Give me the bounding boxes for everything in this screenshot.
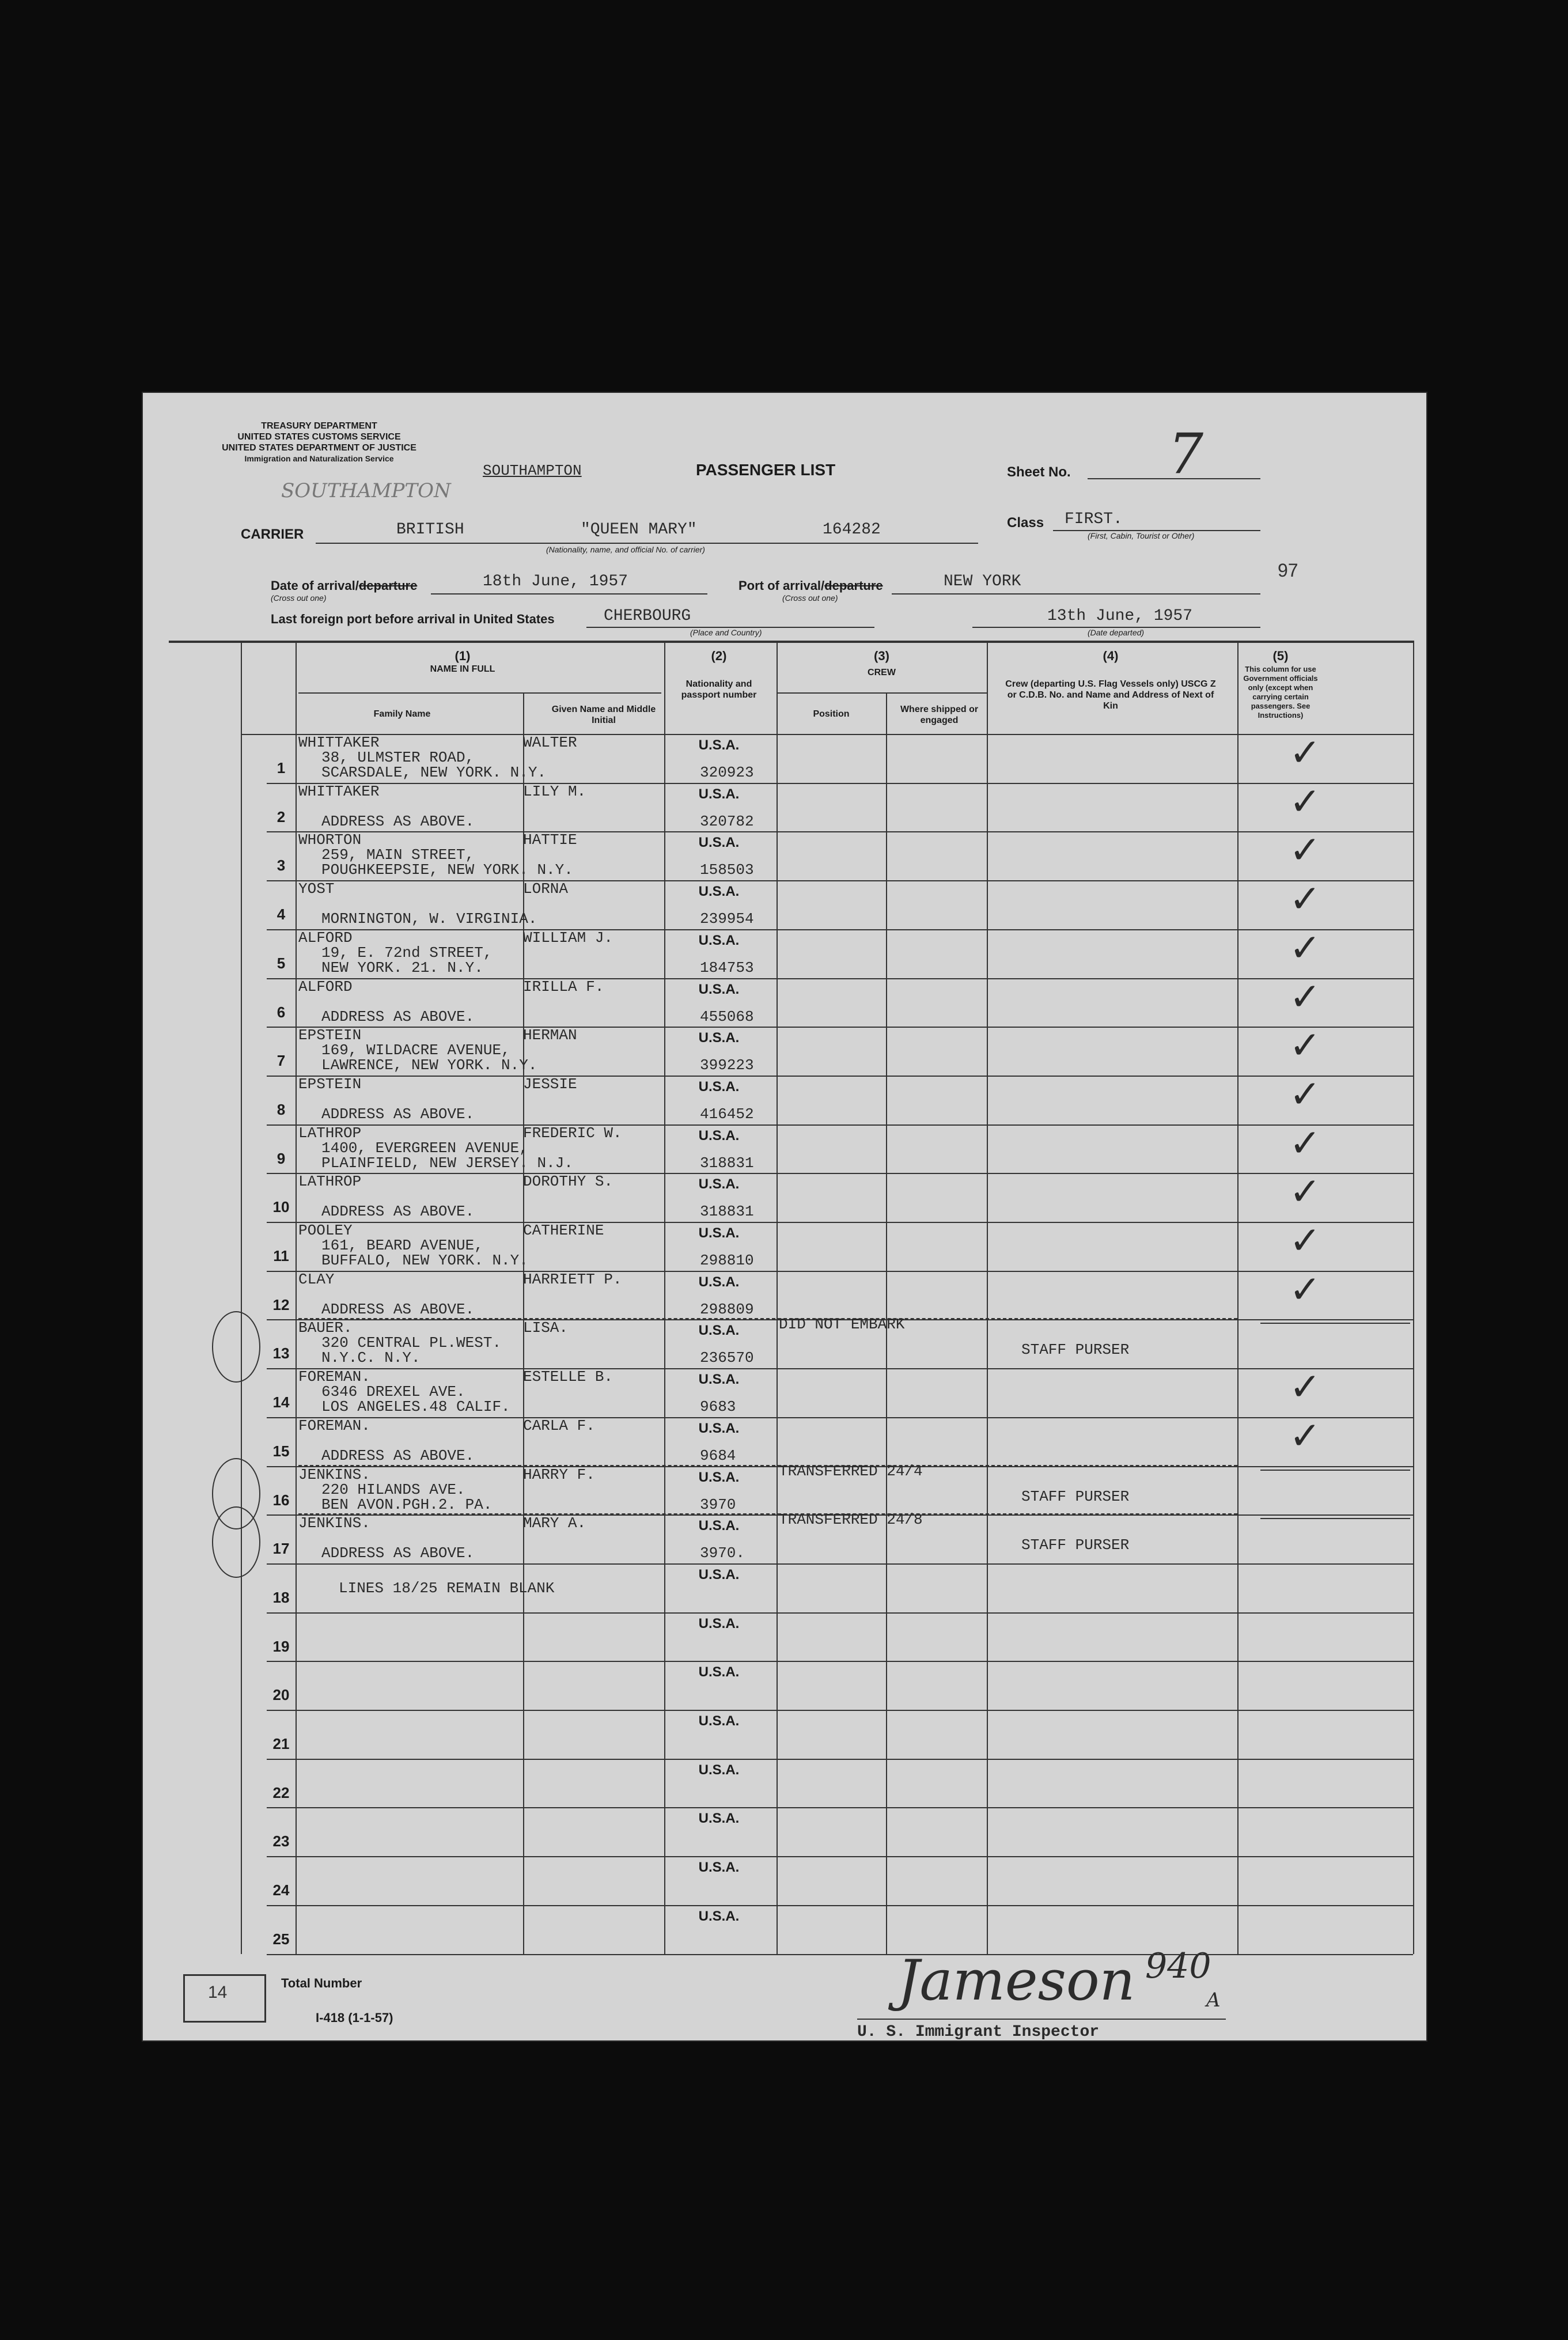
check-mark: ✓: [1289, 1267, 1321, 1312]
row-divider: [267, 831, 1413, 832]
given-name: HARRIETT P.: [523, 1270, 622, 1288]
family-name: LATHROP: [298, 1124, 362, 1142]
address-line-1: 6346 DREXEL AVE.: [321, 1383, 465, 1401]
row-divider: [267, 783, 1413, 784]
col3-number: (3): [874, 649, 889, 663]
form-number: I-418 (1-1-57): [316, 2010, 393, 2025]
port-line: [892, 593, 1260, 595]
given-name: IRILLA F.: [523, 978, 604, 995]
col1-given-header: Given Name and Middle Initial: [551, 705, 656, 725]
given-name: LISA.: [523, 1319, 569, 1337]
nationality: U.S.A.: [698, 786, 740, 802]
row-divider: [267, 1222, 1413, 1223]
row-divider: [267, 1612, 1413, 1614]
family-name: WHITTAKER: [298, 782, 380, 800]
col2-title: Nationality and passport number: [681, 679, 757, 700]
check-mark: ✓: [1289, 1120, 1321, 1165]
given-name: LILY M.: [523, 782, 586, 800]
nationality: U.S.A.: [698, 884, 740, 900]
signature-mark: 940: [1145, 1946, 1211, 1986]
next-of-kin: STAFF PURSER: [1021, 1341, 1130, 1359]
address-line-1: 1400, EVERGREEN AVENUE,: [321, 1139, 528, 1157]
nationality: U.S.A.: [698, 1615, 740, 1631]
row-number: 12: [272, 1296, 290, 1313]
handwritten-number: 97: [1278, 560, 1298, 581]
given-name: HERMAN: [523, 1027, 577, 1044]
inspector-label: U. S. Immigrant Inspector: [857, 2023, 1100, 2041]
passport-number: 298810: [700, 1252, 754, 1269]
table-column-divider: [241, 641, 242, 1954]
passport-number: 158503: [700, 861, 754, 879]
passport-number: 320782: [700, 812, 754, 830]
crew-position-note: TRANSFERRED 24/8: [779, 1511, 923, 1529]
check-mark: ✓: [1289, 779, 1321, 824]
col4-title: Crew (departing U.S. Flag Vessels only) USCG Z or C.D.B. No. and Name and Address of Next of Kin: [1005, 679, 1216, 711]
col3-position-header: Position: [813, 709, 850, 719]
table-column-divider: [987, 641, 988, 1954]
header-subdivider: [777, 692, 987, 694]
port-label-a: Port of arrival/: [738, 578, 825, 593]
agency-line-3: UNITED STATES DEPARTMENT OF JUSTICE: [222, 443, 416, 453]
passport-number: 3970.: [700, 1544, 745, 1562]
address-line-2: BEN AVON.PGH.2. PA.: [321, 1495, 493, 1513]
row-number: 5: [277, 954, 286, 972]
date-departed-caption: (Date departed): [1088, 628, 1145, 637]
header-subdivider: [298, 692, 661, 694]
col1-title: NAME IN FULL: [430, 664, 495, 674]
nationality: U.S.A.: [698, 1713, 740, 1729]
port-caption: (Cross out one): [782, 593, 838, 603]
passport-number: 298809: [700, 1300, 754, 1318]
nationality: U.S.A.: [698, 981, 740, 997]
family-name: LATHROP: [298, 1173, 362, 1191]
port-handwritten: SOUTHAMPTON: [281, 479, 451, 502]
row-number: 1: [277, 759, 286, 777]
address-line-2: ADDRESS AS ABOVE.: [321, 1008, 475, 1025]
passport-number: 399223: [700, 1057, 754, 1074]
given-name: CARLA F.: [523, 1417, 595, 1434]
table-column-divider: [777, 641, 778, 1954]
row-divider: [267, 1124, 1413, 1126]
row-divider: [267, 1807, 1413, 1808]
check-mark: ✓: [1289, 828, 1321, 873]
family-name: FOREMAN.: [298, 1417, 370, 1434]
row-number: 8: [277, 1100, 286, 1118]
family-name: JENKINS.: [298, 1466, 370, 1483]
check-mark: ✓: [1289, 1071, 1321, 1116]
row-divider: [267, 1417, 1413, 1418]
row-circle-mark: [212, 1311, 260, 1383]
port-label-b: departure: [824, 578, 883, 593]
table-top-border: [169, 641, 1413, 643]
passport-number: 236570: [700, 1349, 754, 1367]
nationality: U.S.A.: [698, 1469, 740, 1485]
row-number: 21: [272, 1735, 290, 1752]
total-number-box: [183, 1974, 266, 2023]
sheet-no-value: 7: [1168, 422, 1204, 486]
col1-number: (1): [455, 649, 471, 663]
row-divider: [267, 1954, 1413, 1955]
strike-through-line: [298, 1513, 1237, 1514]
row-divider: [267, 1027, 1413, 1028]
row-number: 15: [272, 1442, 290, 1460]
address-line-2: N.Y.C. N.Y.: [321, 1349, 421, 1367]
crew-position-note: DID NOT EMBARK: [779, 1316, 905, 1334]
row-circle-mark: [212, 1506, 260, 1578]
row-number: 17: [272, 1540, 290, 1558]
row-number: 20: [272, 1686, 290, 1704]
strike-through-line: [298, 1465, 1237, 1466]
agency-line-1: TREASURY DEPARTMENT: [261, 421, 377, 431]
void-mark-line: [1260, 1470, 1410, 1471]
row-number: 2: [277, 808, 286, 826]
nationality: U.S.A.: [698, 1078, 740, 1095]
col2-number: (2): [711, 649, 727, 663]
carrier-name: "QUEEN MARY": [581, 521, 697, 539]
row-number: 24: [272, 1881, 290, 1899]
given-name: JESSIE: [523, 1075, 577, 1093]
given-name: MARY A.: [523, 1514, 586, 1532]
passport-number: 239954: [700, 910, 754, 928]
check-mark: ✓: [1289, 877, 1321, 922]
family-name: EPSTEIN: [298, 1027, 362, 1044]
date-value: 18th June, 1957: [483, 573, 628, 590]
row-number: 6: [277, 1003, 286, 1021]
passport-number: 318831: [700, 1154, 754, 1172]
check-mark: ✓: [1289, 1218, 1321, 1263]
family-name: CLAY: [298, 1270, 335, 1288]
passport-number: 9684: [700, 1447, 736, 1464]
row-number: 16: [272, 1491, 290, 1509]
date-line: [431, 593, 707, 595]
row-number: 19: [272, 1637, 290, 1655]
passport-number: 3970: [700, 1495, 736, 1513]
address-line-2: ADDRESS AS ABOVE.: [321, 1203, 475, 1221]
passport-number: 455068: [700, 1008, 754, 1025]
col1-family-header: Family Name: [373, 709, 431, 719]
nationality: U.S.A.: [698, 932, 740, 948]
row-divider: [267, 929, 1413, 930]
check-mark: ✓: [1289, 925, 1321, 970]
address-line-2: ADDRESS AS ABOVE.: [321, 1447, 475, 1464]
port-value: NEW YORK: [944, 573, 1021, 590]
signature-line: [857, 2019, 1226, 2020]
row-number: 4: [277, 906, 286, 923]
carrier-label: CARRIER: [241, 527, 304, 542]
nationality: U.S.A.: [698, 1518, 740, 1534]
family-name: JENKINS.: [298, 1514, 370, 1532]
nationality: U.S.A.: [698, 1762, 740, 1778]
family-name: LINES 18/25 REMAIN BLANK: [339, 1579, 555, 1597]
last-port-caption: (Place and Country): [690, 628, 762, 637]
address-line-1: 38, ULMSTER ROAD,: [321, 749, 475, 766]
nationality: U.S.A.: [698, 1664, 740, 1680]
address-line-2: LOS ANGELES.48 CALIF.: [321, 1398, 510, 1416]
row-divider: [267, 880, 1413, 881]
row-divider: [267, 1368, 1413, 1369]
passenger-list-sheet: [143, 393, 1426, 2040]
given-name: WALTER: [523, 734, 577, 751]
given-name: WILLIAM J.: [523, 929, 613, 946]
nationality: U.S.A.: [698, 1176, 740, 1192]
passport-number: 184753: [700, 959, 754, 976]
table-column-divider: [296, 641, 297, 1954]
address-line-2: PLAINFIELD, NEW JERSEY. N.J.: [321, 1154, 573, 1172]
crew-position-note: TRANSFERRED 24/4: [779, 1462, 923, 1480]
nationality: U.S.A.: [698, 1420, 740, 1436]
check-mark: ✓: [1289, 974, 1321, 1019]
carrier-nationality: BRITISH: [396, 521, 464, 539]
sheet-no-label: Sheet No.: [1007, 464, 1071, 480]
row-divider: [267, 1759, 1413, 1760]
row-divider: [267, 1710, 1413, 1711]
address-line-2: BUFFALO, NEW YORK. N.Y.: [321, 1252, 528, 1269]
row-number: 11: [273, 1247, 289, 1264]
total-number-value: 14: [208, 1983, 228, 2002]
nationality: U.S.A.: [698, 1566, 740, 1582]
given-name: ESTELLE B.: [523, 1368, 613, 1386]
family-name: EPSTEIN: [298, 1075, 362, 1093]
agency-block: [175, 421, 463, 464]
address-line-1: 259, MAIN STREET,: [321, 846, 475, 864]
given-name: DOROTHY S.: [523, 1173, 613, 1191]
total-number-label: Total Number: [281, 1976, 362, 1990]
col3-where-header: Where shipped or engaged: [900, 705, 979, 725]
nationality: U.S.A.: [698, 1323, 740, 1339]
family-name: POOLEY: [298, 1222, 353, 1239]
family-name: ALFORD: [298, 929, 353, 946]
col4-number: (4): [1103, 649, 1119, 663]
row-number: 23: [272, 1832, 290, 1850]
agency-line-2: UNITED STATES CUSTOMS SERVICE: [237, 432, 401, 442]
passport-number: 320923: [700, 764, 754, 781]
date-caption: (Cross out one): [271, 593, 327, 603]
nationality: U.S.A.: [698, 835, 740, 851]
col5-title: This column for use Government officials only (except when carrying certain passengers. See Instructions): [1243, 665, 1318, 720]
last-port-value: CHERBOURG: [604, 607, 691, 625]
nationality: U.S.A.: [698, 1860, 740, 1876]
inspector-signature: Jameson: [897, 1948, 1135, 2013]
row-divider: [267, 1661, 1413, 1662]
row-number: 9: [277, 1149, 286, 1167]
address-line-1: 220 HILANDS AVE.: [321, 1481, 465, 1498]
class-value: FIRST.: [1065, 510, 1123, 528]
check-mark: ✓: [1289, 730, 1321, 775]
check-mark: ✓: [1289, 1023, 1321, 1068]
page-title: PASSENGER LIST: [696, 461, 836, 479]
address-line-2: MORNINGTON, W. VIRGINIA.: [321, 910, 537, 928]
given-name: HARRY F.: [523, 1466, 595, 1483]
date-label-a: Date of arrival/: [271, 578, 359, 593]
carrier-caption: (Nationality, name, and official No. of carrier): [546, 545, 705, 554]
nationality: U.S.A.: [698, 1030, 740, 1046]
address-line-2: LAWRENCE, NEW YORK. N.Y.: [321, 1057, 537, 1074]
address-line-1: 19, E. 72nd STREET,: [321, 944, 493, 961]
date-label: [271, 578, 417, 593]
address-line-2: SCARSDALE, NEW YORK. N.Y.: [321, 764, 547, 781]
check-mark: ✓: [1289, 1169, 1321, 1214]
nationality: U.S.A.: [698, 737, 740, 753]
nationality: U.S.A.: [698, 1274, 740, 1290]
last-port-label: Last foreign port before arrival in United States: [271, 612, 555, 626]
class-label: Class: [1007, 515, 1044, 531]
nationality: U.S.A.: [698, 1372, 740, 1388]
given-name: LORNA: [523, 880, 569, 898]
agency-line-4: Immigration and Naturalization Service: [244, 454, 394, 463]
address-line-1: 161, BEARD AVENUE,: [321, 1237, 483, 1254]
nationality: U.S.A.: [698, 1225, 740, 1241]
date-label-b: departure: [358, 578, 418, 593]
row-number: 25: [272, 1930, 290, 1948]
row-number: 3: [277, 857, 286, 874]
family-name: YOST: [298, 880, 335, 898]
carrier-line: [316, 543, 978, 544]
port-top: SOUTHAMPTON: [483, 462, 582, 479]
signature-mark-sub: A: [1206, 1989, 1221, 2012]
nationality: U.S.A.: [698, 1127, 740, 1144]
col3-title: CREW: [868, 668, 896, 677]
address-line-1: 169, WILDACRE AVENUE,: [321, 1042, 510, 1059]
nationality: U.S.A.: [698, 1908, 740, 1924]
row-divider: [267, 1271, 1413, 1272]
table-column-divider: [1413, 641, 1414, 1954]
row-divider: [267, 1076, 1413, 1077]
carrier-no: 164282: [823, 521, 881, 539]
address-line-2: ADDRESS AS ABOVE.: [321, 1544, 475, 1562]
given-name: HATTIE: [523, 831, 577, 849]
next-of-kin: STAFF PURSER: [1021, 1536, 1130, 1554]
row-divider: [267, 1905, 1413, 1906]
family-name: WHITTAKER: [298, 734, 380, 751]
row-divider: [267, 978, 1413, 979]
strike-through-line: [298, 1318, 1237, 1319]
col5-number: (5): [1272, 649, 1289, 663]
given-name: FREDERIC W.: [523, 1124, 622, 1142]
row-number: 14: [272, 1394, 290, 1411]
check-mark: ✓: [1289, 1365, 1321, 1410]
header-bottom-border: [241, 734, 1413, 735]
void-mark-line: [1260, 1323, 1410, 1324]
class-caption: (First, Cabin, Tourist or Other): [1088, 531, 1195, 540]
family-name: BAUER.: [298, 1319, 353, 1337]
row-number: 7: [277, 1052, 286, 1070]
address-line-2: ADDRESS AS ABOVE.: [321, 1105, 475, 1123]
row-divider: [267, 1563, 1413, 1565]
family-name: ALFORD: [298, 978, 353, 995]
passport-number: 318831: [700, 1203, 754, 1221]
row-number: 13: [272, 1345, 290, 1362]
address-line-2: ADDRESS AS ABOVE.: [321, 1300, 475, 1318]
row-divider: [267, 1856, 1413, 1857]
port-label: [738, 578, 883, 593]
row-number: 22: [272, 1784, 290, 1801]
row-number: 18: [272, 1588, 290, 1606]
date-departed-value: 13th June, 1957: [1047, 607, 1193, 625]
address-line-1: 320 CENTRAL PL.WEST.: [321, 1334, 502, 1352]
address-line-2: NEW YORK. 21. N.Y.: [321, 959, 483, 976]
next-of-kin: STAFF PURSER: [1021, 1487, 1130, 1505]
row-number: 10: [272, 1198, 290, 1216]
address-line-2: ADDRESS AS ABOVE.: [321, 812, 475, 830]
nationality: U.S.A.: [698, 1811, 740, 1827]
passport-number: 416452: [700, 1105, 754, 1123]
void-mark-line: [1260, 1518, 1410, 1519]
given-name: CATHERINE: [523, 1222, 604, 1239]
check-mark: ✓: [1289, 1413, 1321, 1458]
address-line-2: POUGHKEEPSIE, NEW YORK. N.Y.: [321, 861, 573, 879]
passport-number: 9683: [700, 1398, 736, 1416]
family-name: WHORTON: [298, 831, 362, 849]
family-name: FOREMAN.: [298, 1368, 370, 1386]
table-column-divider: [1237, 641, 1239, 1954]
row-divider: [267, 1173, 1413, 1174]
